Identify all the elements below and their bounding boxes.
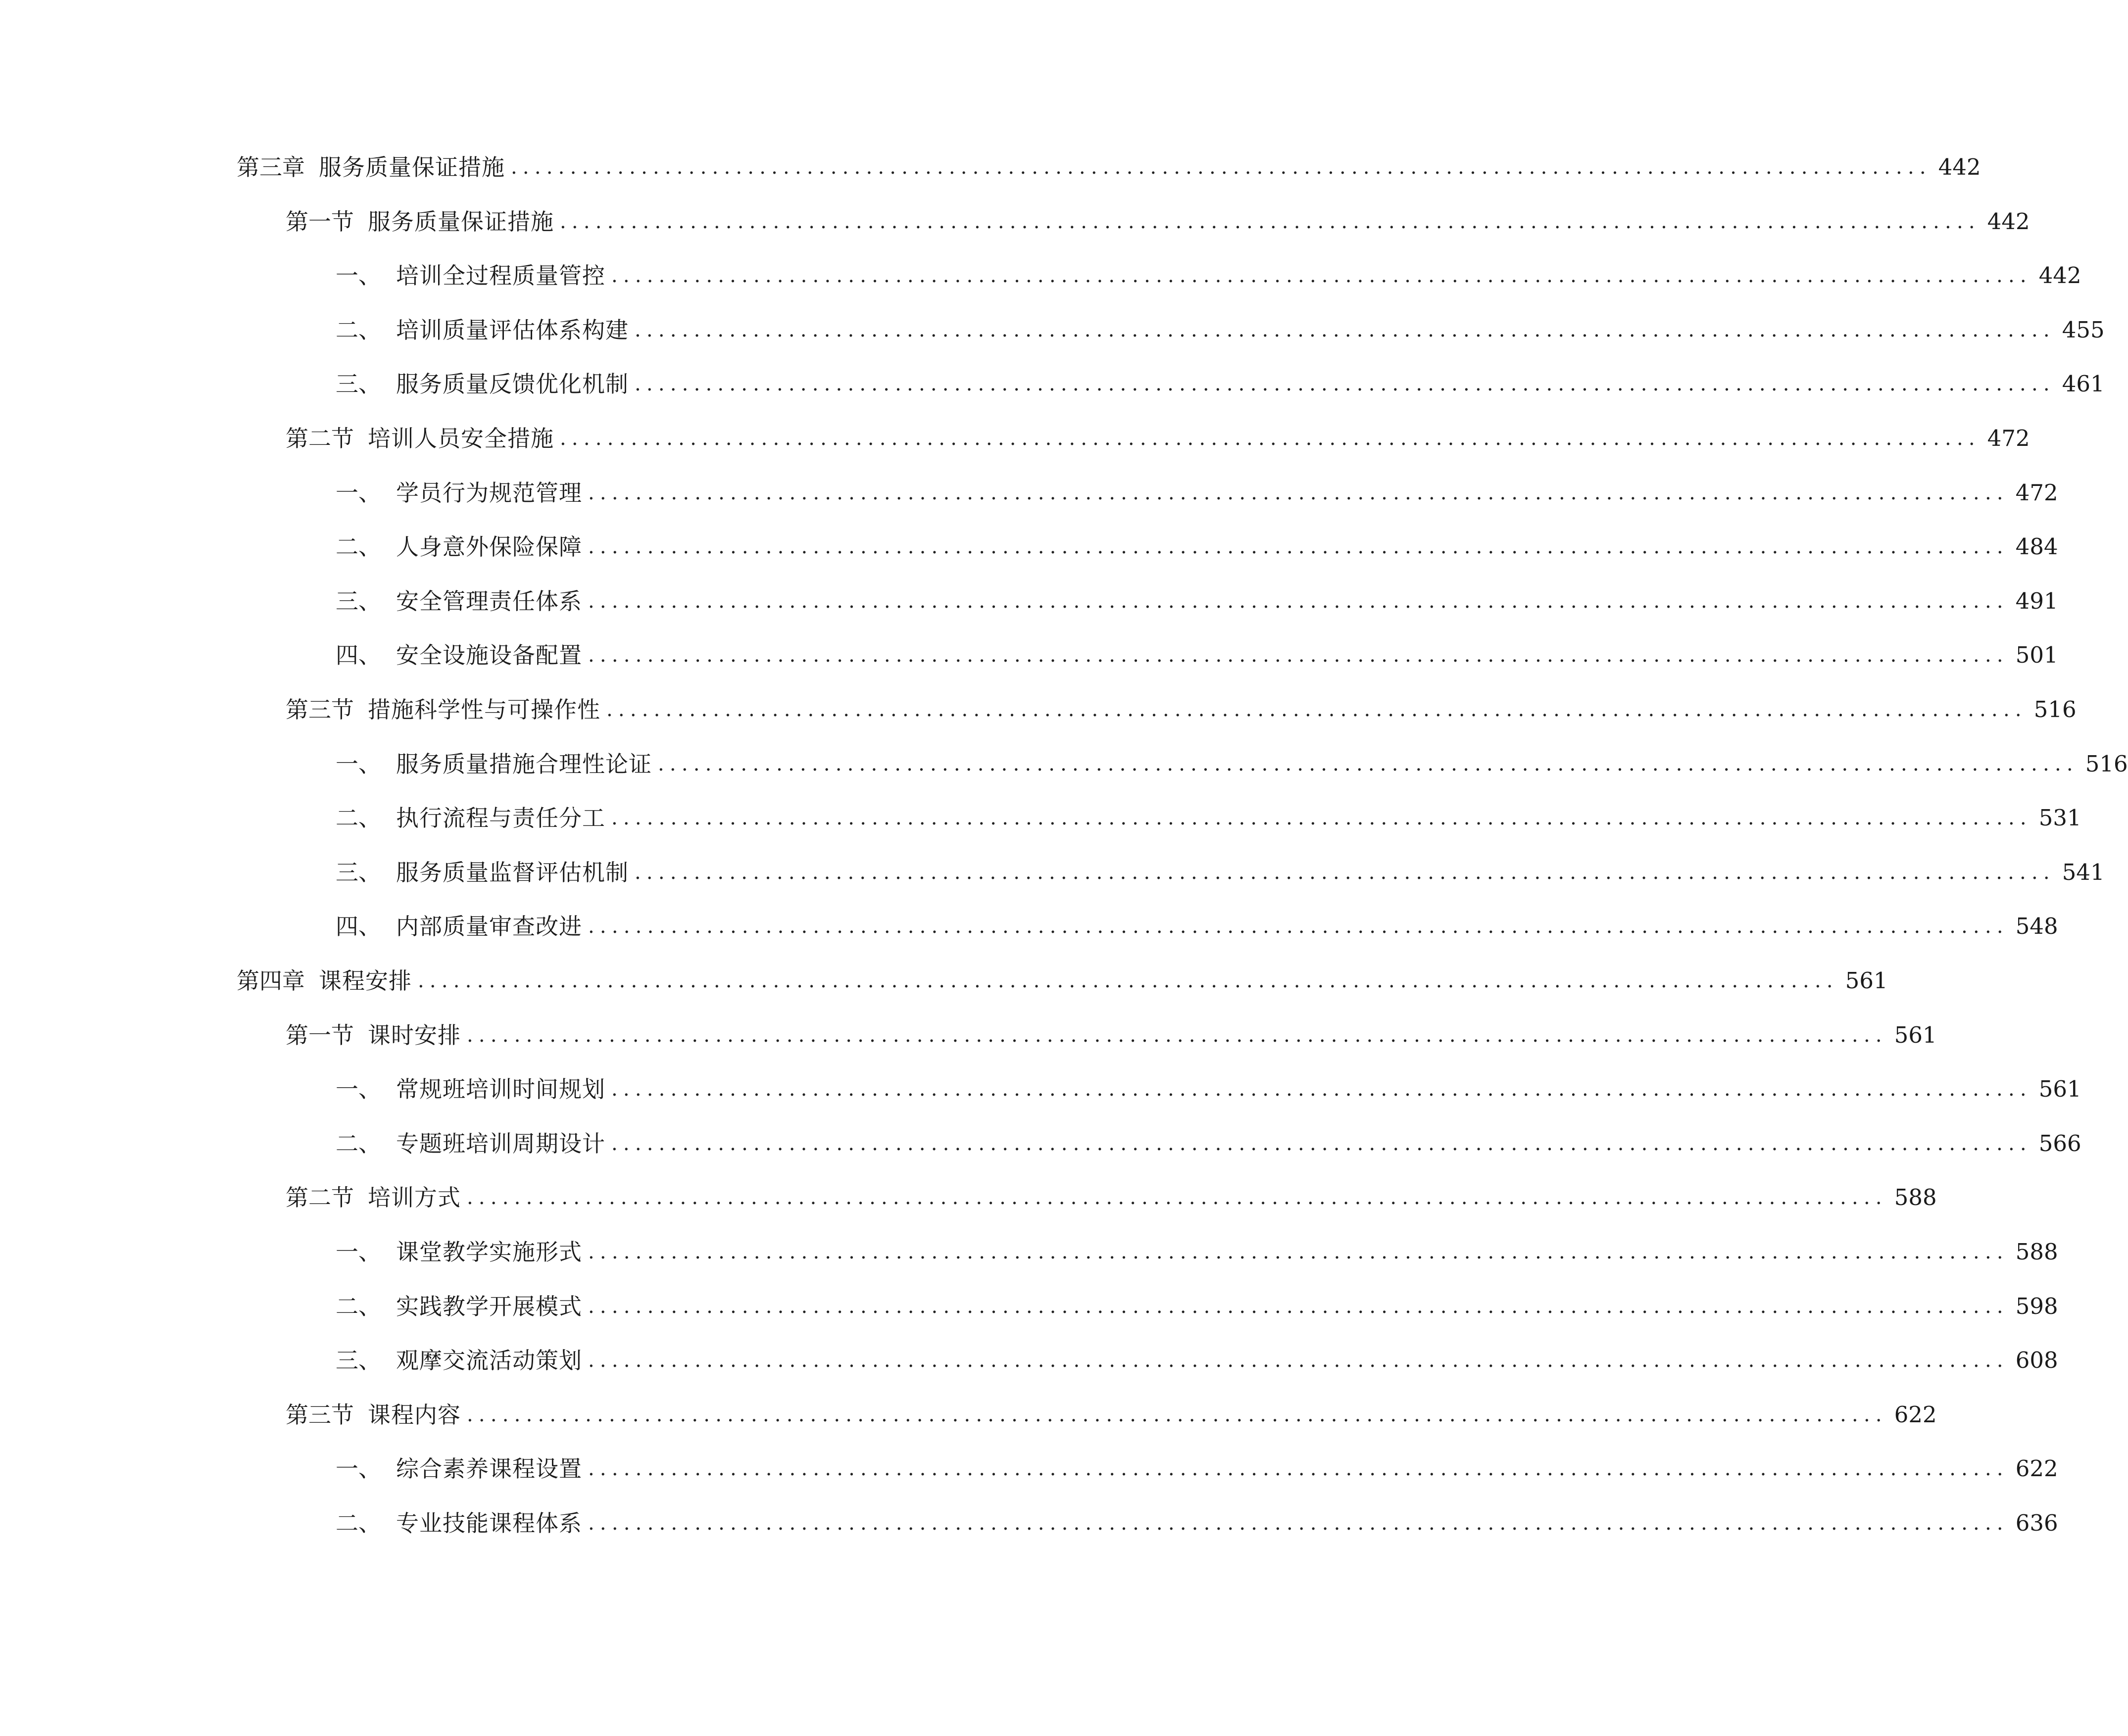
toc-entry-number: 第二节 [286,425,354,452]
toc-dot-leader: ........................................................................................................................ [588,1457,2009,1481]
toc-entry[interactable] [336,581,2058,621]
toc-entry-title: 专业技能课程体系 [396,1510,582,1537]
toc-entry-number: 第三节 [286,1401,354,1428]
toc-entry-number: 第一节 [286,1021,354,1049]
toc-dot-leader: ........................................................................................................................ [560,210,1980,233]
toc-entry-title: 常规班培训时间规划 [396,1076,605,1103]
toc-entry-page: 588 [1894,1184,1937,1211]
toc-dot-leader: ........................................................................................................................ [511,156,1931,179]
toc-dot-leader: ........................................................................................................................ [588,535,2009,559]
toc-dot-leader: ........................................................................................................................ [606,698,2027,721]
toc-dot-leader: ........................................................................................................................ [467,1403,1887,1426]
toc-entry-number: 一、 [336,262,381,289]
toc-entry-page: 472 [2015,479,2058,506]
toc-dot-leader: ........................................................................................................................ [588,1295,2009,1318]
toc-entry-number: 二、 [336,1130,381,1157]
toc-entry-title: 培训人员安全措施 [368,425,554,452]
toc-entry-number: 第三章 [237,154,305,181]
toc-dot-leader: ........................................................................................................................ [467,1186,1887,1209]
toc-entry-title: 实践教学开展模式 [396,1293,582,1320]
toc-dot-leader: ........................................................................................................................ [588,1241,2009,1263]
toc-entry[interactable] [336,364,2105,404]
toc-entry-number: 第一节 [286,208,354,235]
toc-dot-leader: ........................................................................................................................ [588,915,2009,938]
toc-entry-number: 一、 [336,1455,381,1483]
toc-entry-page: 442 [1938,154,1981,180]
toc-entry-number: 三、 [336,371,381,398]
toc-entry-title: 服务质量监督评估机制 [396,859,629,886]
toc-entry-number: 三、 [336,587,381,615]
toc-entry[interactable] [336,473,2058,513]
toc-entry-title: 安全设施设备配置 [396,642,582,669]
toc-entry-title: 观摩交流活动策划 [396,1347,582,1374]
toc-entry-page: 516 [2085,750,2128,777]
toc-entry-page: 608 [2015,1347,2058,1374]
toc-entry-page: 622 [2015,1455,2058,1482]
toc-entry-title: 培训质量评估体系构建 [396,316,629,343]
toc-entry-number: 一、 [336,1076,381,1103]
toc-entry-page: 472 [1987,425,2030,451]
toc-dot-leader: ........................................................................................................................ [611,1132,2032,1155]
toc-entry-page: 484 [2015,533,2058,560]
toc-entry-page: 491 [2015,587,2058,614]
toc-entry-page: 636 [2015,1510,2058,1536]
toc-entry-page: 588 [2015,1239,2058,1265]
toc-entry-number: 三、 [336,1347,381,1374]
toc-entry-page: 561 [2038,1076,2081,1103]
toc-entry-number: 一、 [336,479,381,506]
toc-entry[interactable] [286,690,2077,729]
toc-entry-title: 安全管理责任体系 [396,587,582,615]
toc-entry-page: 561 [1894,1021,1937,1048]
toc-entry-title: 课时安排 [368,1021,461,1049]
toc-dot-leader: ........................................................................................................................ [588,589,2009,613]
toc-entry-page: 531 [2038,805,2081,831]
toc-entry-title: 措施科学性与可操作性 [368,696,600,723]
toc-entry-page: 598 [2015,1293,2058,1319]
toc-entry-number: 第四章 [237,967,305,994]
toc-dot-leader: ........................................................................................................................ [611,807,2032,830]
toc-entry[interactable] [286,202,2030,241]
toc-entry-page: 541 [2062,859,2105,885]
toc-entry-page: 442 [2038,262,2081,289]
toc-dot-leader: ........................................................................................................................ [611,1078,2032,1101]
toc-entry-number: 三、 [336,859,381,886]
toc-entry[interactable] [237,147,1981,187]
toc-entry-title: 服务质量保证措施 [319,154,505,181]
toc-entry-title: 人身意外保险保障 [396,533,582,561]
toc-dot-leader: ........................................................................................................................ [560,427,1980,450]
toc-entry-title: 内部质量审查改进 [396,913,582,940]
toc-entry-title: 专题班培训周期设计 [396,1130,605,1157]
toc-entry-page: 622 [1894,1401,1937,1428]
toc-entry-number: 二、 [336,1510,381,1537]
toc-dot-leader: ........................................................................................................................ [635,318,2055,341]
toc-entry[interactable] [336,744,2128,784]
toc-entry[interactable] [286,419,2030,458]
toc-entry-page: 501 [2015,642,2058,669]
toc-dot-leader: ........................................................................................................................ [588,1512,2009,1535]
toc-entry-number: 四、 [336,913,381,940]
toc-entry[interactable] [336,635,2058,675]
toc-entry[interactable] [336,1069,2081,1109]
toc-entry-number: 第三节 [286,696,354,723]
toc-entry[interactable] [286,1178,1937,1217]
toc-entry-title: 服务质量措施合理性论证 [396,750,652,777]
toc-entry-title: 培训全过程质量管控 [396,262,605,289]
toc-dot-leader: ........................................................................................................................ [467,1023,1887,1047]
toc-entry-page: 548 [2015,913,2058,940]
toc-entry-title: 执行流程与责任分工 [396,805,605,832]
toc-dot-leader: ........................................................................................................................ [588,644,2009,667]
toc-entry-title: 课堂教学实施形式 [396,1239,582,1265]
toc-dot-leader: ........................................................................................................................ [588,1349,2009,1372]
toc-entry-page: 455 [2062,316,2105,343]
toc-entry-number: 二、 [336,1293,381,1320]
toc-entry-number: 一、 [336,1239,381,1265]
toc-entry-title: 课程安排 [319,967,412,994]
toc-entry[interactable] [336,310,2105,350]
toc-entry-page: 516 [2033,696,2077,723]
toc-entry[interactable] [286,1015,1937,1055]
toc-entry-title: 学员行为规范管理 [396,479,582,506]
toc-entry-number: 二、 [336,805,381,832]
toc-entry-number: 二、 [336,533,381,561]
toc-entry[interactable] [336,853,2105,892]
toc-dot-leader: ........................................................................................................................ [588,481,2009,504]
toc-entry[interactable] [336,1287,2058,1326]
toc-entry-number: 四、 [336,642,381,669]
toc-entry[interactable] [336,256,2081,295]
toc-dot-leader: ........................................................................................................................ [418,969,1838,992]
toc-entry-page: 566 [2038,1130,2081,1157]
toc-dot-leader: ........................................................................................................................ [658,752,2079,775]
toc-entry[interactable] [336,1449,2058,1489]
toc-entry-number: 第二节 [286,1184,354,1211]
toc-entry[interactable] [336,1232,2058,1272]
toc-entry-number: 一、 [336,750,381,777]
toc-dot-leader: ........................................................................................................................ [611,264,2032,288]
toc-entry-title: 培训方式 [368,1184,461,1211]
toc-entry[interactable] [286,1395,1937,1435]
toc-entry[interactable] [336,1124,2081,1163]
toc-dot-leader: ........................................................................................................................ [635,861,2055,884]
toc-entry-title: 服务质量保证措施 [368,208,554,235]
toc-entry-title: 综合素养课程设置 [396,1455,582,1483]
toc-entry-title: 服务质量反馈优化机制 [396,371,629,398]
toc-entry-page: 442 [1987,208,2030,235]
toc-entry-page: 461 [2062,371,2105,397]
toc-entry[interactable] [237,961,1888,1001]
toc-entry-page: 561 [1845,967,1888,994]
toc-entry-title: 课程内容 [368,1401,461,1428]
toc-entry[interactable] [336,907,2058,946]
toc-entry[interactable] [336,1503,2058,1543]
toc-dot-leader: ........................................................................................................................ [635,373,2055,396]
toc-entry[interactable] [336,527,2058,567]
toc-entry[interactable] [336,1341,2058,1380]
toc-entry[interactable] [336,798,2081,838]
toc-entry-number: 二、 [336,316,381,343]
